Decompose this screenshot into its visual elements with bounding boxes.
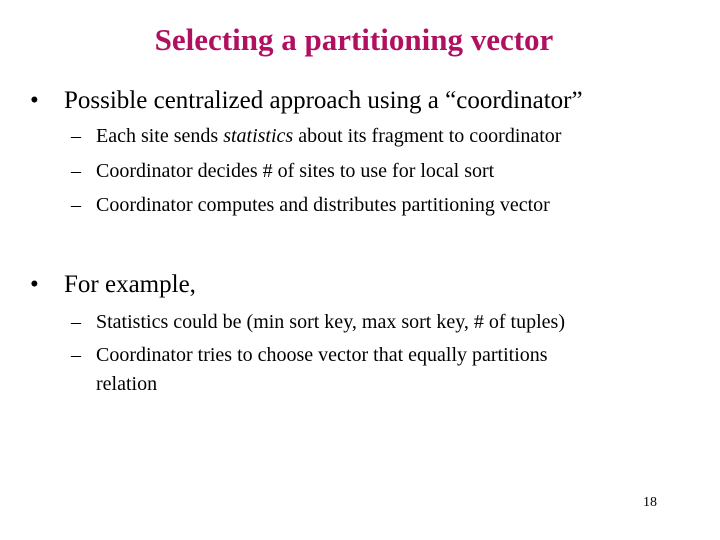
bullet-1-text: Possible centralized approach using a “coordinator” [64,87,583,114]
dash-marker: – [71,311,81,333]
dash-marker: – [71,125,81,147]
slide-title: Selecting a partitioning vector [154,22,554,57]
page-number: 18 [643,495,657,510]
dash-marker: – [71,344,81,366]
dash-marker: – [71,160,81,182]
bullet-dot: • [30,271,39,298]
sub-bullet-1-1-text-after: about its fragment to coordinator [293,125,562,147]
sub-bullet-1-2-text: Coordinator decides # of sites to use for local sort [96,160,495,182]
sub-bullet-1-1-text-before: Each site sends [96,125,224,147]
bullet-dot: • [30,87,39,114]
sub-bullet-1-3-text: Coordinator computes and distributes partitioning vector [96,194,550,216]
sub-bullet-2-2 [71,343,548,367]
bullet-2 [30,270,196,300]
sub-bullet-2-1 [71,310,565,334]
bullet-1 [30,86,583,116]
bullet-2-text: For example, [64,271,196,298]
dash-marker: – [71,194,81,216]
sub-bullet-2-2-continuation: relation [96,373,158,395]
sub-bullet-1-3 [71,193,550,217]
sub-bullet-2-1-text: Statistics could be (min sort key, max sort key, # of tuples) [96,311,565,333]
sub-bullet-1-1 [71,124,561,148]
sub-bullet-2-2-text: Coordinator tries to choose vector that equally partitions [96,344,548,366]
sub-bullet-1-1-emphasis: statistics [223,125,294,147]
sub-bullet-1-2 [71,159,494,183]
